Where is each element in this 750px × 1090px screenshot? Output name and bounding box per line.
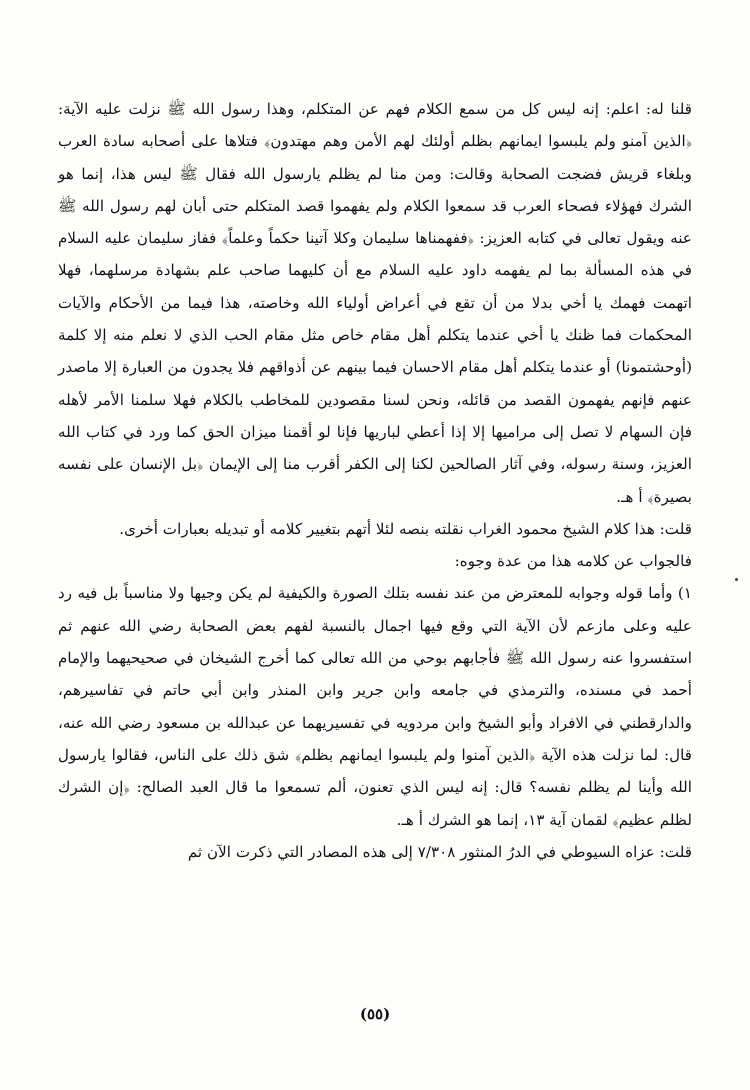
- paragraph-continuation: قلت: عزاه السيوطي في الدرُ المنثور ٧/٣٠٨ إلى هذه المصادر التي ذكرت الآن ثم: [187, 842, 692, 861]
- paragraph-point-one: ١) وأما قوله وجوابه للمعترض من عند نفسه بتلك الصورة والكيفية لم يكن وجيها ولا مناسباً بل فيه رد عليه وعلى مازعم لأن الآية التي وقع فيها اجمال بالنسبة لفهم بعض الصحابة رضي الله عنهم ثم استفسروا عنه رسول الله ﷺ فأجابهم بوحي من الله تعالى كما أخرج الشيخان في صحيحيهما والإمام أحمد في مسنده، والترمذي في جامعه وابن جرير وابن المنذر وابن أبي حاتم في تفاسيرهم، والدارقطني في الافراد وأبو الشيخ وابن مردويه في تفسيريهما عن عبدالله بن مسعود رضي الله عنه، قال: لما نزلت هذه الآية ﴿الذين آمنوا ولم يلبسوا ايمانهم بظلم﴾ شق ذلك على الناس، فقالوا يارسول الله وأينا لم يظلم نفسه؟ قال: إنه ليس الذي تعنون، ألم تسمعوا ما قال العبد الصالح: ﴿إن الشرك لظلم عظيم﴾ لقمان آية ١٣، إنما هو الشرك أ هـ.: [58, 584, 692, 829]
- paragraph-reply: قلنا له: اعلم: إنه ليس كل من سمع الكلام فهم عن المتكلم، وهذا رسول الله ﷺ نزلت عليه الآية: ﴿الذين آمنو ولم يلبسوا ايمانهم بظلم أولئك لهم الأمن وهم مهتدون﴾ فتلاها على أصحابه سادة العرب وبلغاء قريش فضجت الصحابة وقالت: ومن منا لم يظلم يارسول الله فقال ﷺ ليس هذا، إنما هو الشرك فهؤلاء فصحاء العرب قد سمعوا الكلام ولم يفهموا قصد المتكلم حتى أبان لهم رسول الله ﷺ عنه ويقول تعالى في كتابه العزيز: ﴿ففهمناها سليمان وكلا آتينا حكماً وعلماً﴾ ففاز سليمان عليه السلام في هذه المسألة بما لم يفهمه داود عليه السلام مع أن كليهما صاحب علم بشهادة مرسلهما، فهلا اتهمت فهمك يا أخي بدلا من أن تقع في أعراض أولياء الله وخاصته، هذا فيما من الأحكام والآيات المحكمات فما ظنك يا أخي عندما يتكلم أهل مقام خاص مثل مقام الحب الذي لا نعلم منه إلا كلمة (أوحشتمونا) أو عندما يتكلم أهل مقام الاحسان فيما بينهم عن أذواقهم فلا يجدون من العبارة إلا ماصدر عنهم فإنهم يفهمون القصد من قائله، ونحن لسنا مقصودين للمخاطب بالكلام فهلا سلمنا الأمر لأهله فإن السهام لا تصل إلى مراميها إلا إذا أعطي لباريها فإنا لو أقمنا ميزان الحق كما ورد في كتاب الله العزيز، وسنة رسوله، وفي آثار الصالحين لكنا إلى الكفر أقرب منا إلى الإيمان ﴿بل الإنسان على نفسه بصيرة﴾ أ هـ.: [58, 100, 692, 506]
- paragraph-answer-intro: فالجواب عن كلامه هذا من عدة وجوه:: [454, 552, 692, 571]
- paragraph-note: قلت: هذا كلام الشيخ محمود الغراب نقلته بنصه لئلا أتهم بتغيير كلامه أو تبديله بعبارات أخرى.: [119, 519, 692, 538]
- body-text: [58, 93, 692, 868]
- margin-speck: [735, 578, 738, 581]
- page-number: (٥٥): [359, 1005, 391, 1023]
